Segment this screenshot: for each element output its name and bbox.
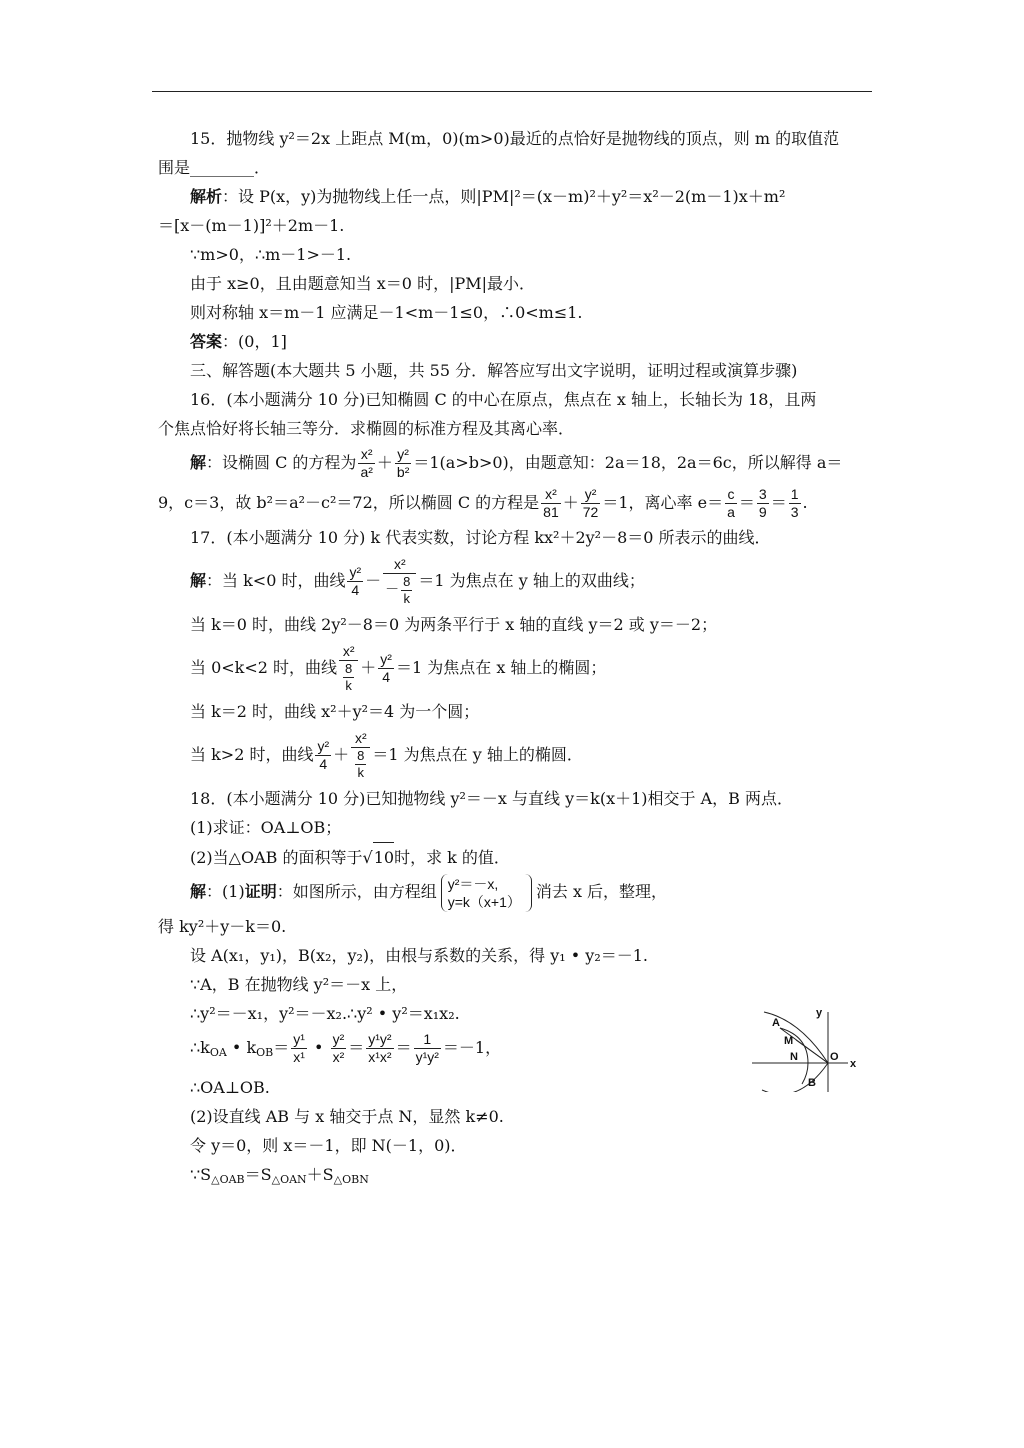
operator: ＝ bbox=[273, 1038, 290, 1057]
q16-text: ＝1，离心率 e＝ bbox=[602, 493, 724, 512]
numerator: y¹ bbox=[293, 1031, 305, 1047]
q17-case-5 bbox=[158, 726, 872, 784]
numerator: y¹y² bbox=[368, 1031, 392, 1047]
numerator: x² bbox=[351, 730, 370, 748]
denominator: x² bbox=[332, 1049, 345, 1065]
numerator: c bbox=[725, 486, 737, 504]
q18-proof-7: ∴OA⊥OB. bbox=[190, 1078, 270, 1097]
label-o: O bbox=[830, 1051, 839, 1063]
fraction bbox=[366, 1031, 393, 1066]
numerator: y² bbox=[581, 486, 601, 504]
q18-part1: (1)求证：OA⊥OB； bbox=[190, 818, 342, 837]
q18-proof-4: ∵A，B 在抛物线 y²＝－x 上， bbox=[190, 975, 408, 994]
fraction bbox=[331, 1031, 347, 1066]
denominator: y¹y² bbox=[415, 1049, 439, 1065]
denominator: 81 bbox=[543, 504, 559, 520]
q18-text: ∴k bbox=[190, 1038, 210, 1057]
fraction bbox=[581, 486, 601, 521]
q16-text: . bbox=[802, 493, 808, 512]
fraction bbox=[355, 748, 366, 781]
fraction bbox=[401, 574, 412, 607]
denominator: k bbox=[345, 678, 352, 693]
parabola-figure bbox=[752, 1010, 864, 1092]
operator: ＝ bbox=[348, 1038, 365, 1057]
numerator: 8 bbox=[345, 661, 353, 676]
numerator: y² bbox=[317, 738, 330, 754]
fraction bbox=[343, 661, 354, 694]
q16-stem-line2: 个焦点恰好将长轴三等分．求椭圆的标准方程及其离心率． bbox=[158, 419, 575, 438]
numerator: y² bbox=[349, 564, 362, 580]
denominator: x¹x² bbox=[368, 1049, 392, 1065]
q18-text: k bbox=[246, 1038, 257, 1057]
fraction bbox=[725, 486, 737, 521]
subscript: △OBN bbox=[333, 1173, 369, 1186]
denominator: 4 bbox=[319, 756, 328, 772]
q17-case-4: 当 k＝2 时，曲线 x²＋y²＝4 为一个圆； bbox=[190, 702, 480, 721]
q17-text: 当 0<k<2 时，曲线 bbox=[190, 658, 338, 677]
operator: ＝ bbox=[770, 493, 787, 512]
numerator: 3 bbox=[758, 486, 767, 502]
denominator: 9 bbox=[758, 504, 767, 520]
q17-text: 当 k>2 时，曲线 bbox=[190, 745, 314, 764]
segment-om bbox=[796, 1040, 828, 1063]
system-equation-1: y²＝－x, bbox=[447, 875, 499, 892]
denominator: 4 bbox=[351, 582, 360, 598]
fraction bbox=[789, 486, 801, 521]
label-n: N bbox=[790, 1051, 798, 1063]
numerator: 1 bbox=[414, 1031, 441, 1049]
operator: ＋ bbox=[376, 453, 393, 472]
label-x: x bbox=[850, 1058, 857, 1070]
q18-part2-3 bbox=[158, 1160, 872, 1194]
fraction bbox=[757, 486, 769, 521]
q15-stem-line1: 15．抛物线 y²＝2x 上距点 M(m，0)(m>0)最近的点恰好是抛物线的顶点，则 m 的取值范 bbox=[190, 129, 840, 148]
denominator bbox=[383, 574, 416, 607]
q18-proof-1 bbox=[158, 872, 872, 912]
q18-text: ：(1) bbox=[206, 882, 245, 901]
q15-analysis-text: ：设 P(x，y)为抛物线上任一点，则|PM|²＝(x－m)²＋y²＝x²－2(m－1)x＋m² bbox=[222, 187, 786, 206]
q16-text: 9，c＝3，故 b²＝a²－c²＝72，所以椭圆 C 的方程是 bbox=[158, 493, 540, 512]
subscript: △OAN bbox=[271, 1173, 307, 1186]
numerator: x² bbox=[339, 643, 358, 661]
operator: • bbox=[226, 1038, 247, 1057]
analysis-label: 解析 bbox=[190, 187, 223, 206]
operator: • bbox=[308, 1038, 329, 1057]
q15-analysis-1 bbox=[158, 182, 872, 211]
label-a: A bbox=[772, 1017, 780, 1029]
numerator: 8 bbox=[357, 748, 365, 763]
fraction bbox=[414, 1031, 441, 1066]
denominator: b² bbox=[396, 464, 410, 480]
numerator: 1 bbox=[790, 486, 799, 502]
subscript: OB bbox=[256, 1046, 274, 1059]
numerator: x² bbox=[541, 486, 561, 504]
denominator: 3 bbox=[790, 504, 799, 520]
sqrt-radicand: 10 bbox=[373, 842, 394, 872]
answer-label: 答案 bbox=[190, 332, 223, 351]
q16-solution-1 bbox=[158, 443, 872, 483]
numerator: 8 bbox=[403, 574, 411, 589]
denominator: 72 bbox=[582, 504, 599, 520]
q15-analysis-3: ∵m>0，∴m－1>－1. bbox=[190, 245, 352, 264]
denominator bbox=[339, 661, 358, 694]
q15-answer bbox=[158, 327, 872, 356]
subscript: OA bbox=[209, 1046, 227, 1059]
fraction bbox=[541, 486, 561, 521]
minus-sign: － bbox=[385, 581, 400, 598]
q18-proof-3: 设 A(x₁，y₁)，B(x₂，y₂)，由根与系数的关系，得 y₁ • y₂＝－1. bbox=[190, 946, 649, 965]
fraction bbox=[358, 446, 374, 481]
equation-system bbox=[441, 874, 532, 912]
q17-text: ：当 k<0 时，曲线 bbox=[206, 571, 346, 590]
solution-label: 解 bbox=[190, 453, 207, 472]
q15-analysis-4: 由于 x≥0，且由题意知当 x＝0 时，|PM|最小． bbox=[190, 274, 536, 293]
fraction bbox=[383, 556, 416, 607]
operator: ＋ bbox=[360, 658, 377, 677]
numerator: x² bbox=[383, 556, 416, 574]
q18-text: ∵S bbox=[190, 1165, 212, 1184]
q18-text: 时，求 k 的值． bbox=[394, 848, 510, 867]
answer-value: ：(0，1] bbox=[222, 332, 287, 351]
numerator: y² bbox=[332, 1031, 345, 1047]
solution-label: 解 bbox=[190, 571, 207, 590]
fraction bbox=[351, 730, 370, 781]
q17-case-2: 当 k＝0 时，曲线 2y²－8＝0 为两条平行于 x 轴的直线 y＝2 或 y＝－2； bbox=[190, 615, 718, 634]
fraction bbox=[378, 651, 394, 686]
operator: ＋ bbox=[562, 493, 579, 512]
q18-stem: 18．(本小题满分 10 分)已知抛物线 y²＝－x 与直线 y＝k(x＋1)相交于 A，B 两点． bbox=[190, 789, 794, 808]
q18-text: ＝S bbox=[244, 1165, 272, 1184]
system-equation-2: y=k（x+1） bbox=[447, 893, 521, 910]
denominator bbox=[351, 748, 370, 781]
denominator: a bbox=[727, 504, 735, 520]
q17-text: ＝1 为焦点在 y 轴上的双曲线； bbox=[418, 571, 645, 590]
q18-text: (2)当△OAB 的面积等于 bbox=[190, 848, 363, 867]
q17-stem: 17．(本小题满分 10 分) k 代表实数，讨论方程 kx²＋2y²－8＝0 所表示的曲线． bbox=[190, 528, 771, 547]
label-y: y bbox=[816, 1010, 823, 1019]
q16-stem-line1: 16．(本小题满分 10 分)已知椭圆 C 的中心在原点，焦点在 x 轴上，长轴长为 18，且两 bbox=[190, 390, 817, 409]
q18-proof-2: 得 ky²＋y－k＝0. bbox=[158, 917, 287, 936]
denominator: 4 bbox=[382, 669, 391, 685]
fraction bbox=[347, 564, 363, 599]
fraction bbox=[315, 738, 331, 773]
section-heading: 三、解答题(本大题共 5 小题，共 55 分．解答应写出文字说明，证明过程或演算步骤) bbox=[190, 361, 798, 380]
numerator: x² bbox=[358, 446, 374, 464]
q18-text: ＝－1， bbox=[442, 1038, 502, 1057]
proof-label: 证明 bbox=[244, 882, 277, 901]
denominator: a² bbox=[360, 464, 373, 480]
q18-text: ：如图所示，由方程组 bbox=[276, 882, 437, 901]
q16-solution-2 bbox=[158, 483, 872, 523]
q18-part2-2: 令 y＝0，则 x＝－1，即 N(－1，0)． bbox=[190, 1136, 467, 1155]
q18-text: 消去 x 后，整理， bbox=[535, 882, 668, 901]
numerator: y² bbox=[380, 651, 392, 667]
q17-case-1 bbox=[158, 552, 872, 610]
q18-part2 bbox=[158, 842, 872, 872]
q16-text: ：设椭圆 C 的方程为 bbox=[206, 453, 357, 472]
header-rule bbox=[152, 91, 872, 92]
q18-part2-1: (2)设直线 AB 与 x 轴交于点 N，显然 k≠0. bbox=[190, 1107, 504, 1126]
fraction bbox=[395, 446, 411, 481]
q15-analysis-2: ＝[x－(m－1)]²＋2m－1. bbox=[158, 216, 345, 235]
q18-text: ＋S bbox=[306, 1165, 334, 1184]
q15-stem-line2: 围是________． bbox=[158, 158, 271, 177]
operator: ＋ bbox=[333, 745, 350, 764]
label-m: M bbox=[784, 1035, 794, 1047]
denominator: x¹ bbox=[293, 1049, 305, 1065]
q17-text: ＝1 为焦点在 x 轴上的椭圆； bbox=[395, 658, 607, 677]
operator: ＝ bbox=[395, 1038, 412, 1057]
q17-text: ＝1 为焦点在 y 轴上的椭圆． bbox=[372, 745, 583, 764]
sqrt-sign: √ bbox=[362, 848, 373, 867]
denominator: k bbox=[403, 591, 411, 606]
denominator: k bbox=[357, 765, 365, 780]
operator: ＝ bbox=[738, 493, 755, 512]
operator: － bbox=[365, 571, 382, 590]
fraction bbox=[291, 1031, 307, 1066]
subscript: △OAB bbox=[211, 1173, 245, 1186]
numerator: y² bbox=[395, 446, 411, 464]
q16-text: ＝1(a>b>0)，由题意知：2a＝18，2a＝6c，所以解得 a＝ bbox=[413, 453, 843, 472]
q15-analysis-5: 则对称轴 x＝m－1 应满足－1<m－1≤0，∴0<m≤1. bbox=[190, 303, 583, 322]
q18-proof-5: ∴y²＝－x₁，y²＝－x₂.∴y² • y²＝x₁x₂. bbox=[190, 1004, 460, 1023]
q17-case-3 bbox=[158, 639, 872, 697]
fraction bbox=[339, 643, 358, 694]
label-b: B bbox=[808, 1077, 816, 1089]
solution-label: 解 bbox=[190, 882, 207, 901]
